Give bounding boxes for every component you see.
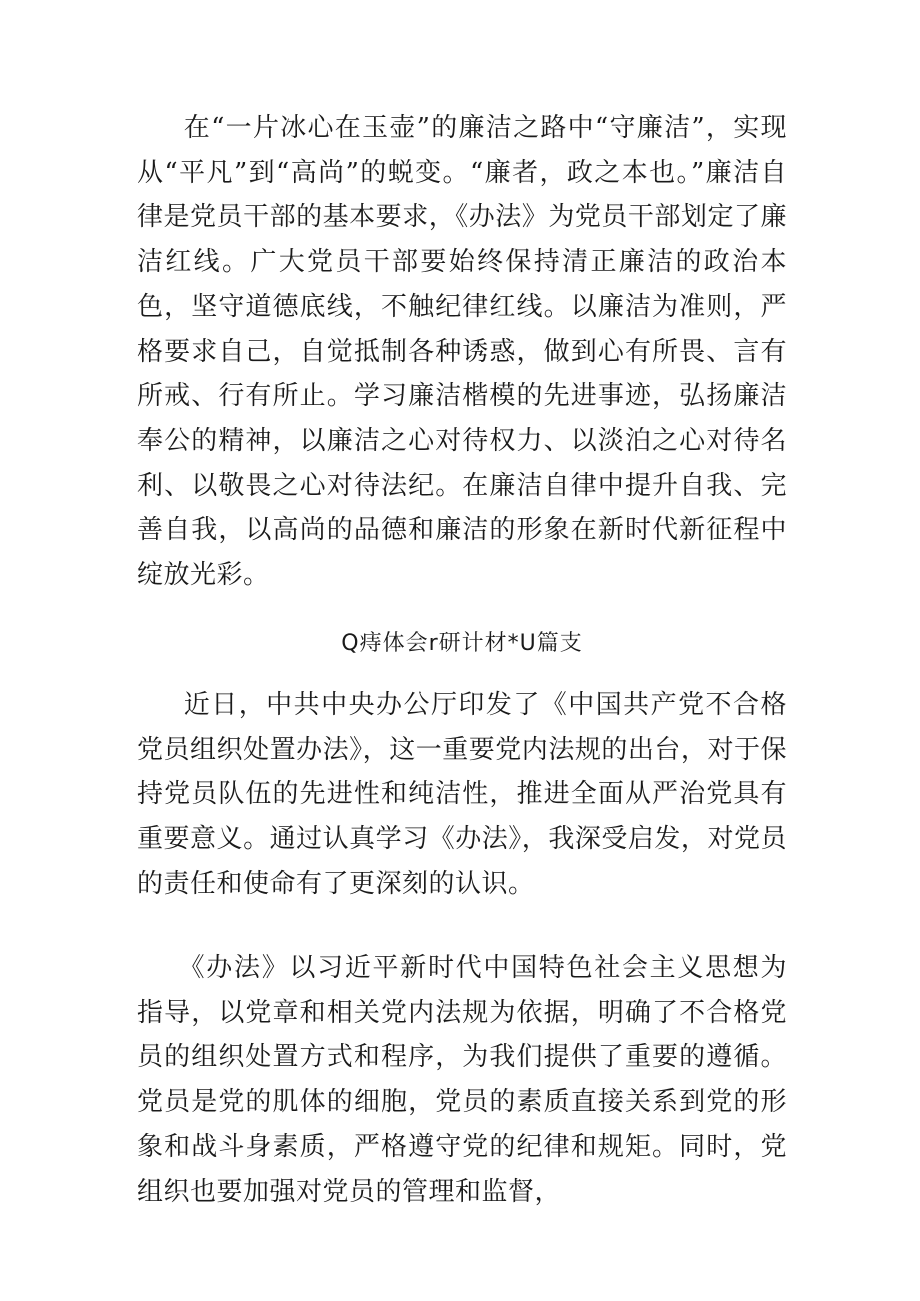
paragraph-integrity: 在“一片冰心在玉壶”的廉洁之路中“守廉洁”，实现从“平凡”到“高尚”的蜕变。“廉者，政之本也。”廉洁自律是党员干部的基本要求，《办法》为党员干部划定了廉洁红线。广大党员干部要始终保持清正廉洁的政治本色，坚守道德底线，不触纪律红线。以廉洁为准则，严格要求自己，自觉抵制各种诱惑，做到心有所畏、言有所戒、行有所止。学习廉洁楷模的先进事迹，弘扬廉洁奉公的精神，以廉洁之心对待权力、以淡泊之心对待名利、以敬畏之心对待法纪。在廉洁自律中提升自我、完善自我，以高尚的品德和廉洁的形象在新时代新征程中绽放光彩。 [137,113,787,591]
paragraph-measures-intro: 近日，中共中央办公厅印发了《中国共产党不合格党员组织处置办法》，这一重要党内法规的出台，对于保持党员队伍的先进性和纯洁性，推进全面从严治党具有重要意义。通过认真学习《办法》，我深受启发，对党员的责任和使命有了更深刻的认识。 [137,690,787,899]
paragraph-measures-guidance: 《办法》以习近平新时代中国特色社会主义思想为指导，以党章和相关党内法规为依据，明确了不合格党员的组织处置方式和程序，为我们提供了重要的遵循。党员是党的肌体的细胞，党员的素质直接关系到党的形象和战斗身素质，严格遵守党的纪律和规矩。同时，党组织也要加强对党员的管理和监督， [137,953,787,1207]
section-heading: Q痔体会r研计材*U篇支 [341,631,583,656]
